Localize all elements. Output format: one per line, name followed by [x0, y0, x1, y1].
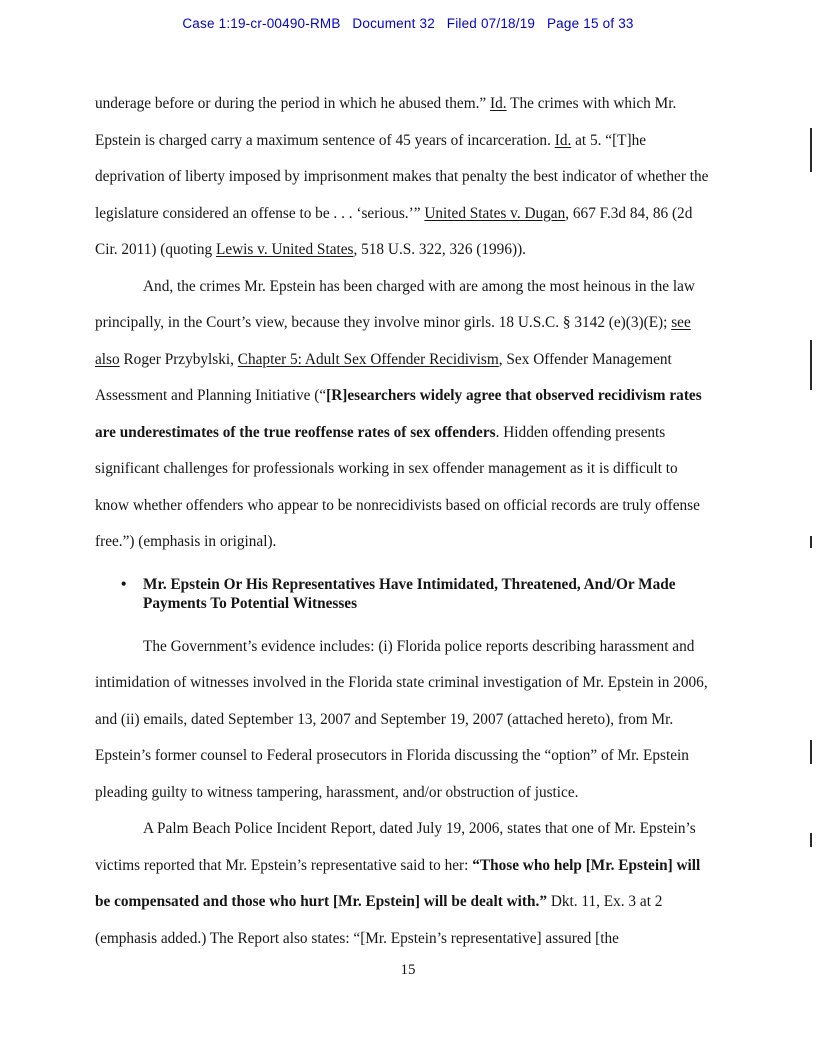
scan-artifact	[810, 833, 812, 847]
text-run-underline: Lewis v. United States	[215, 241, 354, 258]
paragraph	[95, 629, 711, 812]
bullet-icon: •	[121, 575, 127, 593]
text-run-normal: A Palm Beach Police Incident Report, dated July 19, 2006, states that one of Mr. Epstein’s victims reported that Mr. Epstein’s representative said to her:	[95, 820, 696, 874]
scan-artifact	[810, 740, 812, 764]
text-run-underline: see also	[95, 314, 691, 368]
paragraph	[95, 269, 711, 561]
text-run-normal: underage before or during the period in which he abused them.”	[95, 95, 491, 112]
text-run-normal: , 518 U.S. 322, 326 (1996)).	[353, 241, 526, 258]
bullet-heading-text: Mr. Epstein Or His Representatives Have Intimidated, Threatened, And/Or Made Payments To Potential Witnesses	[143, 575, 676, 612]
scan-artifact	[810, 536, 812, 548]
text-run-normal: Roger Przybylski,	[119, 350, 238, 368]
paragraph	[95, 811, 711, 957]
text-run-underline: Id.	[490, 95, 507, 112]
text-run-normal: The Government’s evidence includes: (i) Florida police reports describing harassment and intimidation of witnesses involved in the Florida state criminal investigation of Mr. Epstein in 2006, and (ii) emails, dated September 13, 2007 and September 19, 2007 (attached hereto), from Mr. Epstein’s former counsel to Federal prosecutors in Florida discussing the “option” of Mr. Epstein pleading guilty to witness tampering, harassment, and/or obstruction of justice.	[95, 637, 708, 801]
text-run-underline: Chapter 5: Adult Sex Offender Recidivism	[237, 350, 499, 368]
text-run-underline: United States v. Dugan	[424, 204, 566, 222]
text-run-underline: Id.	[554, 131, 572, 149]
text-run-normal: Dkt. 11, Ex. 3 at 2 (emphasis added.) The Report also states: “[Mr. Epstein’s representative] assured [the	[95, 893, 663, 947]
text-run-bold: [R]esearchers widely agree that observed recidivism rates are underestimates of the true reoffense rates of sex offenders	[95, 387, 702, 441]
page-number: 15	[400, 962, 416, 978]
document-body	[95, 86, 711, 957]
text-run-normal: And, the crimes Mr. Epstein has been charged with are among the most heinous in the law principally, in the Court’s view, because they involve minor girls. 18 U.S.C. § 3142 (e)(3)(E);	[95, 277, 695, 331]
text-run-normal: , Sex Offender Management Assessment and Planning Initiative (“	[95, 350, 672, 404]
text-run-bold: “Those who help [Mr. Epstein] will be compensated and those who hurt [Mr. Epstein] will be dealt with.”	[95, 856, 701, 910]
bullet-heading	[95, 575, 711, 614]
paragraph	[95, 86, 711, 269]
text-run-normal: The crimes with which Mr. Epstein is charged carry a maximum sentence of 45 years of incarceration.	[95, 95, 677, 149]
scan-artifact	[810, 128, 812, 172]
text-run-normal: . Hidden offending presents significant challenges for professionals working in sex offender management as it is difficult to know whether offenders who appear to be nonrecidivists based on official records are truly offense free.”) (emphasis in original).	[95, 423, 700, 550]
text-run-normal: , 667 F.3d 84, 86 (2d Cir. 2011) (quoting	[95, 204, 693, 258]
case-header-stamp: Case 1:19-cr-00490-RMB Document 32 Filed 07/18/19 Page 15 of 33	[182, 16, 634, 31]
text-run-normal: at 5. “[T]he deprivation of liberty imposed by imprisonment makes that penalty the best indicator of whether the legislature considered an offense to be . . . ‘serious.’”	[95, 131, 709, 222]
scan-artifact	[810, 340, 812, 390]
